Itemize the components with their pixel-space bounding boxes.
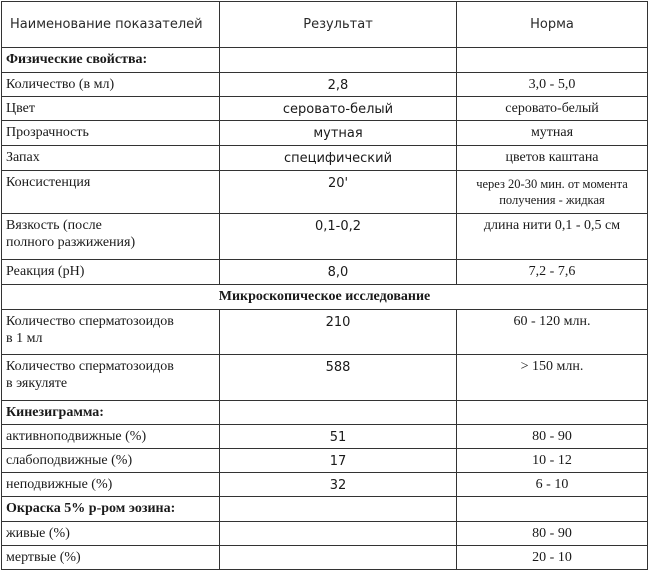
- row-norm: 6 - 10: [457, 473, 648, 497]
- row-name: Цвет: [2, 97, 220, 121]
- row-norm: длина нити 0,1 - 0,5 см: [457, 214, 648, 260]
- row-name: активноподвижные (%): [2, 425, 220, 449]
- empty-cell: [220, 497, 457, 522]
- empty-cell: [220, 401, 457, 425]
- row-norm: мутная: [457, 121, 648, 146]
- name-line-2: в 1 мл: [6, 331, 43, 346]
- row-result: 2,8: [220, 73, 457, 97]
- row-norm: [457, 171, 648, 214]
- row-name: мертвые (%): [2, 546, 220, 570]
- empty-cell: [457, 401, 648, 425]
- row-result: 588: [220, 355, 457, 401]
- row-result: мутная: [220, 121, 457, 146]
- row-norm: > 150 млн.: [457, 355, 648, 401]
- norm-line-1: через 20-30 мин. от момента: [476, 177, 628, 191]
- row-name: неподвижные (%): [2, 473, 220, 497]
- table-row: [2, 97, 648, 121]
- empty-cell: [457, 48, 648, 73]
- row-name: живые (%): [2, 522, 220, 546]
- name-line-1: Вязкость (после: [6, 218, 102, 233]
- name-line-1: Количество сперматозоидов: [6, 359, 174, 374]
- table-row: [2, 522, 648, 546]
- row-result: 20': [220, 171, 457, 214]
- row-name: Количество (в мл): [2, 73, 220, 97]
- table-row: [2, 146, 648, 171]
- row-norm: 10 - 12: [457, 449, 648, 473]
- section-row-microscopic: [2, 285, 648, 310]
- table-row: [2, 260, 648, 285]
- name-line-2: полного разжижения): [6, 235, 136, 250]
- table-header-row: [2, 2, 648, 48]
- empty-cell: [220, 48, 457, 73]
- section-title-kinesigram: Кинезиграмма:: [2, 401, 220, 425]
- row-name: [2, 355, 220, 401]
- section-title-physical: Физические свойства:: [2, 48, 220, 73]
- row-norm: 80 - 90: [457, 522, 648, 546]
- row-name: Реакция (pH): [2, 260, 220, 285]
- row-norm: цветов каштана: [457, 146, 648, 171]
- table-row: [2, 546, 648, 570]
- row-name: Прозрачность: [2, 121, 220, 146]
- section-row-kinesigram: [2, 401, 648, 425]
- table-row: [2, 425, 648, 449]
- row-result: 210: [220, 310, 457, 355]
- table-row: [2, 310, 648, 355]
- row-result: [220, 522, 457, 546]
- table-row: [2, 473, 648, 497]
- section-title-eosin: Окраска 5% р-ром эозина:: [2, 497, 220, 522]
- table-row: [2, 449, 648, 473]
- norm-line-2: получения - жидкая: [499, 193, 605, 207]
- header-norm: Норма: [457, 2, 648, 48]
- row-norm: 80 - 90: [457, 425, 648, 449]
- row-norm: 60 - 120 млн.: [457, 310, 648, 355]
- row-norm: 20 - 10: [457, 546, 648, 570]
- header-result: Результат: [220, 2, 457, 48]
- table-row: [2, 121, 648, 146]
- row-name: [2, 310, 220, 355]
- row-result: специфический: [220, 146, 457, 171]
- row-norm: 3,0 - 5,0: [457, 73, 648, 97]
- semen-analysis-table: [1, 1, 648, 570]
- section-title-microscopic: Микроскопическое исследование: [2, 285, 648, 310]
- row-result: 0,1-0,2: [220, 214, 457, 260]
- row-name: [2, 214, 220, 260]
- table-row: [2, 73, 648, 97]
- header-name: Наименование показателей: [2, 2, 220, 48]
- row-name: Консистенция: [2, 171, 220, 214]
- name-line-1: Количество сперматозоидов: [6, 314, 174, 329]
- row-name: слабоподвижные (%): [2, 449, 220, 473]
- row-result: 8,0: [220, 260, 457, 285]
- row-result: 32: [220, 473, 457, 497]
- table-row: [2, 355, 648, 401]
- table-row: [2, 171, 648, 214]
- name-line-2: в эякуляте: [6, 376, 68, 391]
- row-result: 51: [220, 425, 457, 449]
- table-row: [2, 214, 648, 260]
- row-result: серовато-белый: [220, 97, 457, 121]
- row-norm: серовато-белый: [457, 97, 648, 121]
- row-result: [220, 546, 457, 570]
- row-result: 17: [220, 449, 457, 473]
- section-row-physical: [2, 48, 648, 73]
- row-name: Запах: [2, 146, 220, 171]
- section-row-eosin: [2, 497, 648, 522]
- empty-cell: [457, 497, 648, 522]
- row-norm: 7,2 - 7,6: [457, 260, 648, 285]
